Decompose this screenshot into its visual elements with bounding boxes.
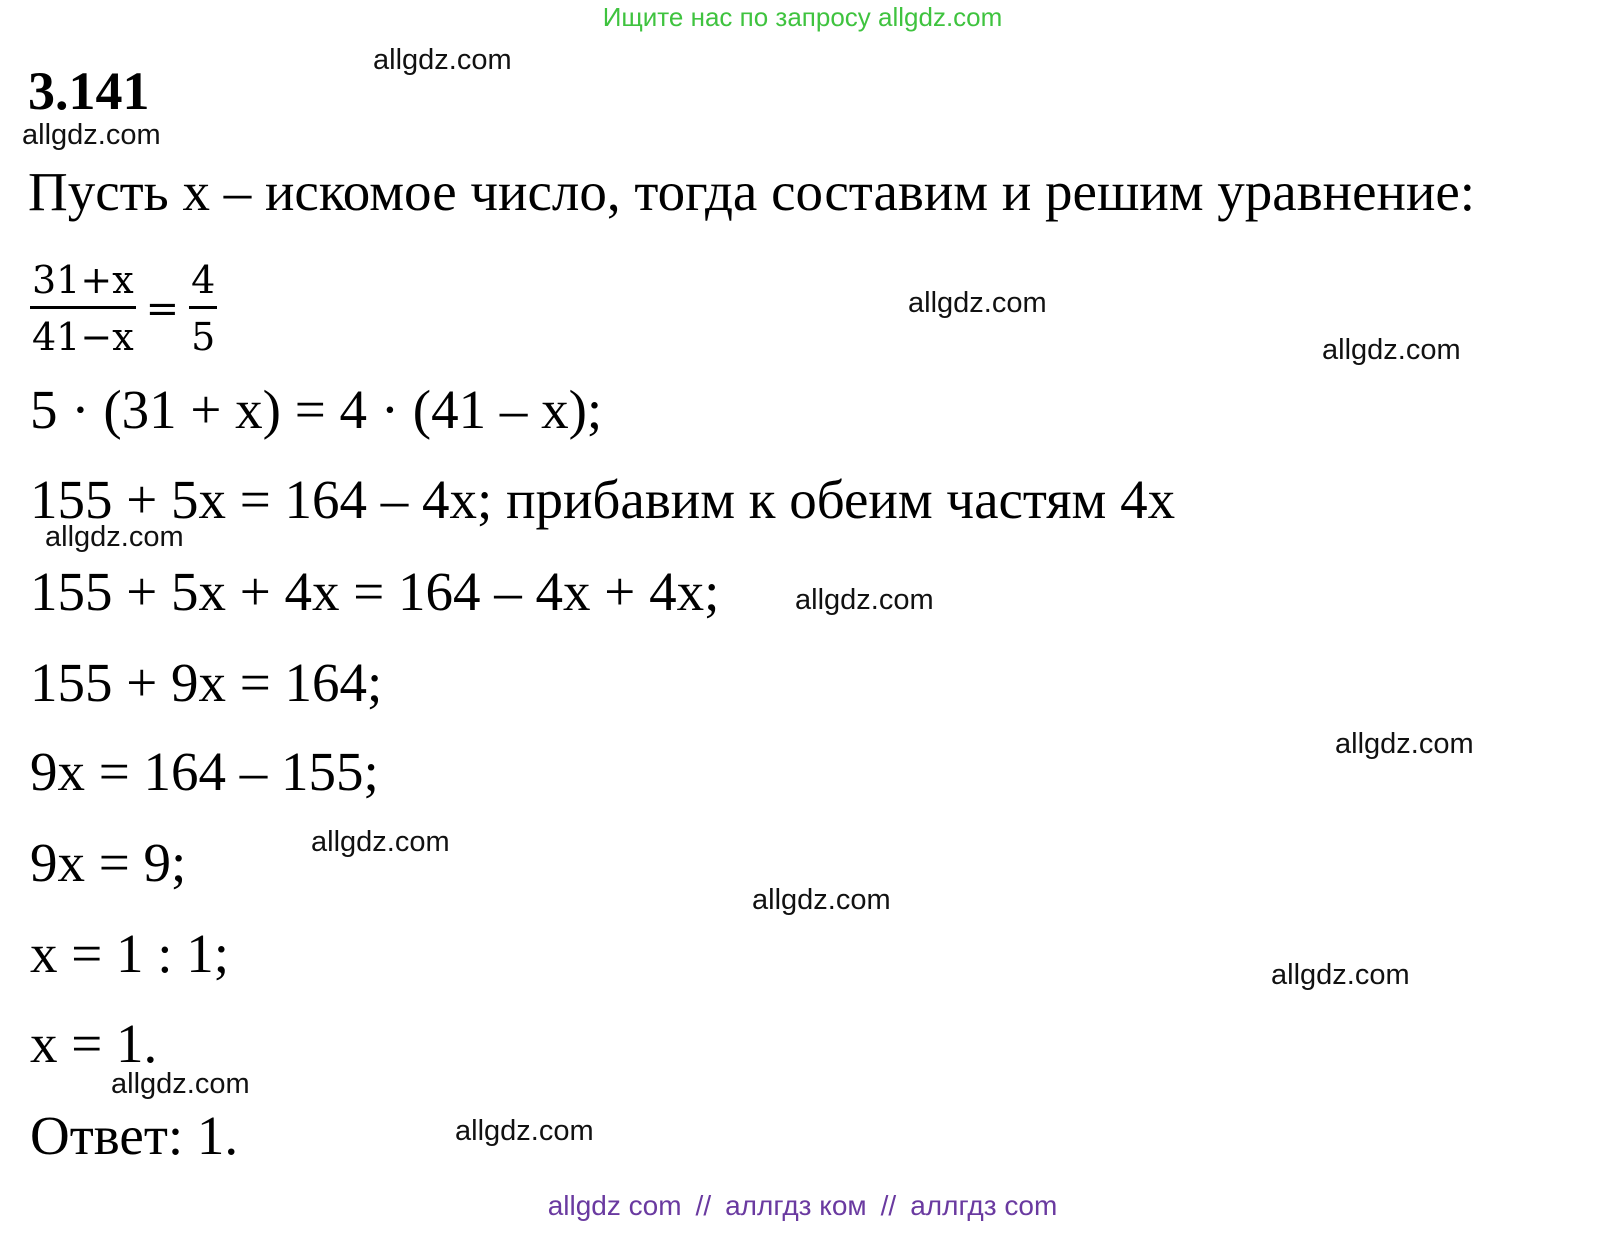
watermark: allgdz.com: [752, 884, 891, 916]
watermark: allgdz.com: [795, 584, 934, 616]
step-line: 9x = 164 – 155;: [30, 741, 379, 802]
right-numerator: 4: [189, 258, 217, 309]
fraction-equation: [30, 258, 217, 359]
footer-links: [0, 1190, 1605, 1222]
right-fraction: [189, 258, 217, 359]
answer-line: Ответ: 1.: [30, 1105, 239, 1166]
right-denominator: 5: [191, 315, 216, 359]
left-denominator: 41−x: [32, 315, 134, 359]
footer-link[interactable]: аллгдз com: [910, 1190, 1058, 1221]
intro-text: Пусть x – искомое число, тогда составим и решим уравнение:: [28, 161, 1476, 222]
footer-separator: //: [880, 1190, 897, 1221]
step-line: 155 + 5x = 164 – 4x; прибавим к обеим частям 4x: [30, 469, 1176, 530]
step-line: x = 1 : 1;: [30, 923, 230, 984]
watermark: allgdz.com: [1271, 959, 1410, 991]
watermark: allgdz.com: [1322, 334, 1461, 366]
watermark: allgdz.com: [1335, 728, 1474, 760]
step-line: 5 · (31 + x) = 4 · (41 – x);: [30, 379, 603, 440]
equals-sign: =: [145, 285, 180, 332]
footer-link[interactable]: аллгдз ком: [725, 1190, 867, 1221]
watermark: allgdz.com: [373, 44, 512, 76]
watermark: allgdz.com: [111, 1068, 250, 1100]
watermark: allgdz.com: [22, 119, 161, 151]
step-line: 155 + 5x + 4x = 164 – 4x + 4x;: [30, 561, 720, 622]
watermark: allgdz.com: [908, 287, 1047, 319]
task-number: 3.141: [28, 61, 150, 121]
footer-link[interactable]: allgdz com: [547, 1190, 682, 1221]
step-line: 155 + 9x = 164;: [30, 652, 383, 713]
left-fraction: [30, 258, 136, 359]
left-numerator: 31+x: [30, 258, 136, 309]
watermark: allgdz.com: [455, 1115, 594, 1147]
watermark: allgdz.com: [311, 826, 450, 858]
footer-separator: //: [695, 1190, 712, 1221]
step-line: x = 1.: [30, 1013, 158, 1074]
step-line: 9x = 9;: [30, 832, 187, 893]
site-banner: Ищите нас по запросу allgdz.com: [602, 2, 1003, 32]
watermark: allgdz.com: [45, 521, 184, 553]
